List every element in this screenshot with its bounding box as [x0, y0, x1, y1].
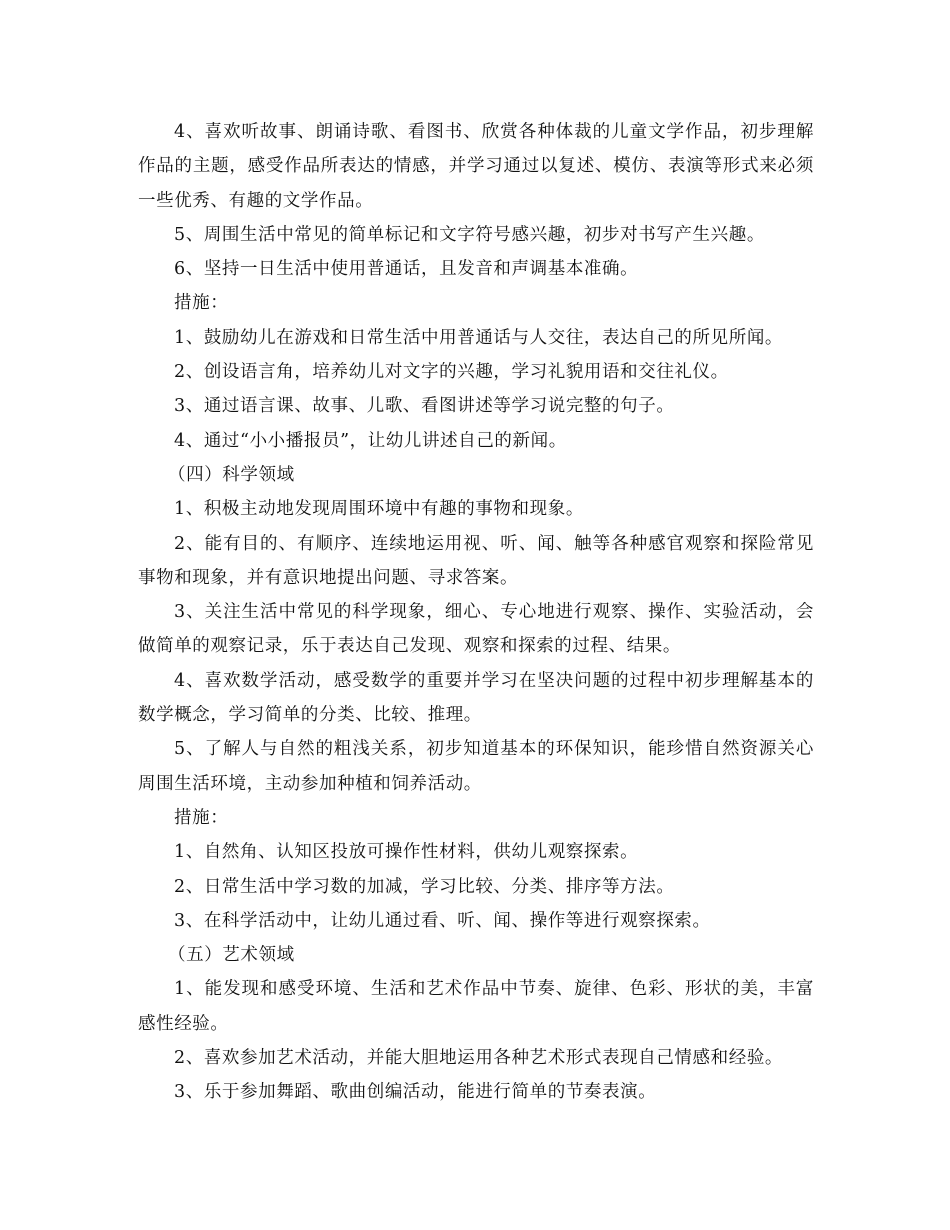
language-measures-heading: 措施： [174, 293, 229, 314]
language-measure-3: 3、通过语言课、故事、儿歌、看图讲述等学习说完整的句子。 [174, 396, 675, 417]
science-goal-3: 3、关注生活中常见的科学现象，细心、专心地进行观察、操作、实验活动，会做简单的观察记录，乐于表达自己发现、观察和探索的过程、结果。 [138, 602, 814, 657]
science-measures-heading: 措施： [174, 807, 229, 828]
document-body [138, 115, 814, 1110]
art-goal-2: 2、喜欢参加艺术活动，并能大胆地运用各种艺术形式表现自己情感和经验。 [174, 1048, 784, 1069]
science-measure-1: 1、自然角、认知区投放可操作性材料，供幼儿观察探索。 [174, 842, 639, 863]
language-goal-4: 4、喜欢听故事、朗诵诗歌、看图书、欣赏各种体裁的儿童文学作品，初步理解作品的主题，感受作品所表达的情感，并学习通过以复述、模仿、表演等形式来必须一些优秀、有趣的文学作品。 [138, 122, 814, 211]
art-goal-1: 1、能发现和感受环境、生活和艺术作品中节奏、旋律、色彩、形状的美，丰富感性经验。 [138, 979, 814, 1034]
art-goal-3: 3、乐于参加舞蹈、歌曲创编活动，能进行简单的节奏表演。 [174, 1082, 657, 1103]
science-section-heading: （四）科学领域 [168, 464, 295, 485]
language-measure-1: 1、鼓励幼儿在游戏和日常生活中用普通话与人交往，表达自己的所见所闻。 [174, 327, 784, 348]
art-section-heading: （五）艺术领域 [168, 945, 295, 966]
science-measure-3: 3、在科学活动中，让幼儿通过看、听、闻、操作等进行观察探索。 [174, 910, 711, 931]
science-goal-1: 1、积极主动地发现周围环境中有趣的事物和现象。 [174, 499, 584, 520]
science-measure-2: 2、日常生活中学习数的加减，学习比较、分类、排序等方法。 [174, 876, 675, 897]
language-goal-6: 6、坚持一日生活中使用普通话，且发音和声调基本准确。 [174, 259, 639, 280]
language-measure-4: 4、通过“小小播报员”，让幼儿讲述自己的新闻。 [174, 430, 567, 451]
language-measure-2: 2、创设语言角，培养幼儿对文字的兴趣，学习礼貌用语和交往礼仪。 [174, 362, 729, 383]
science-goal-5: 5、了解人与自然的粗浅关系，初步知道基本的环保知识，能珍惜自然资源关心周围生活环境，主动参加种植和饲养活动。 [138, 739, 814, 794]
language-goal-5: 5、周围生活中常见的简单标记和文字符号感兴趣，初步对书写产生兴趣。 [174, 224, 765, 245]
science-goal-4: 4、喜欢数学活动，感受数学的重要并学习在坚决问题的过程中初步理解基本的数学概念，学习简单的分类、比较、推理。 [138, 670, 814, 726]
science-goal-2: 2、能有目的、有顺序、连续地运用视、听、闻、触等各种感官观察和探险常见事物和现象，并有意识地提出问题、寻求答案。 [138, 533, 814, 588]
